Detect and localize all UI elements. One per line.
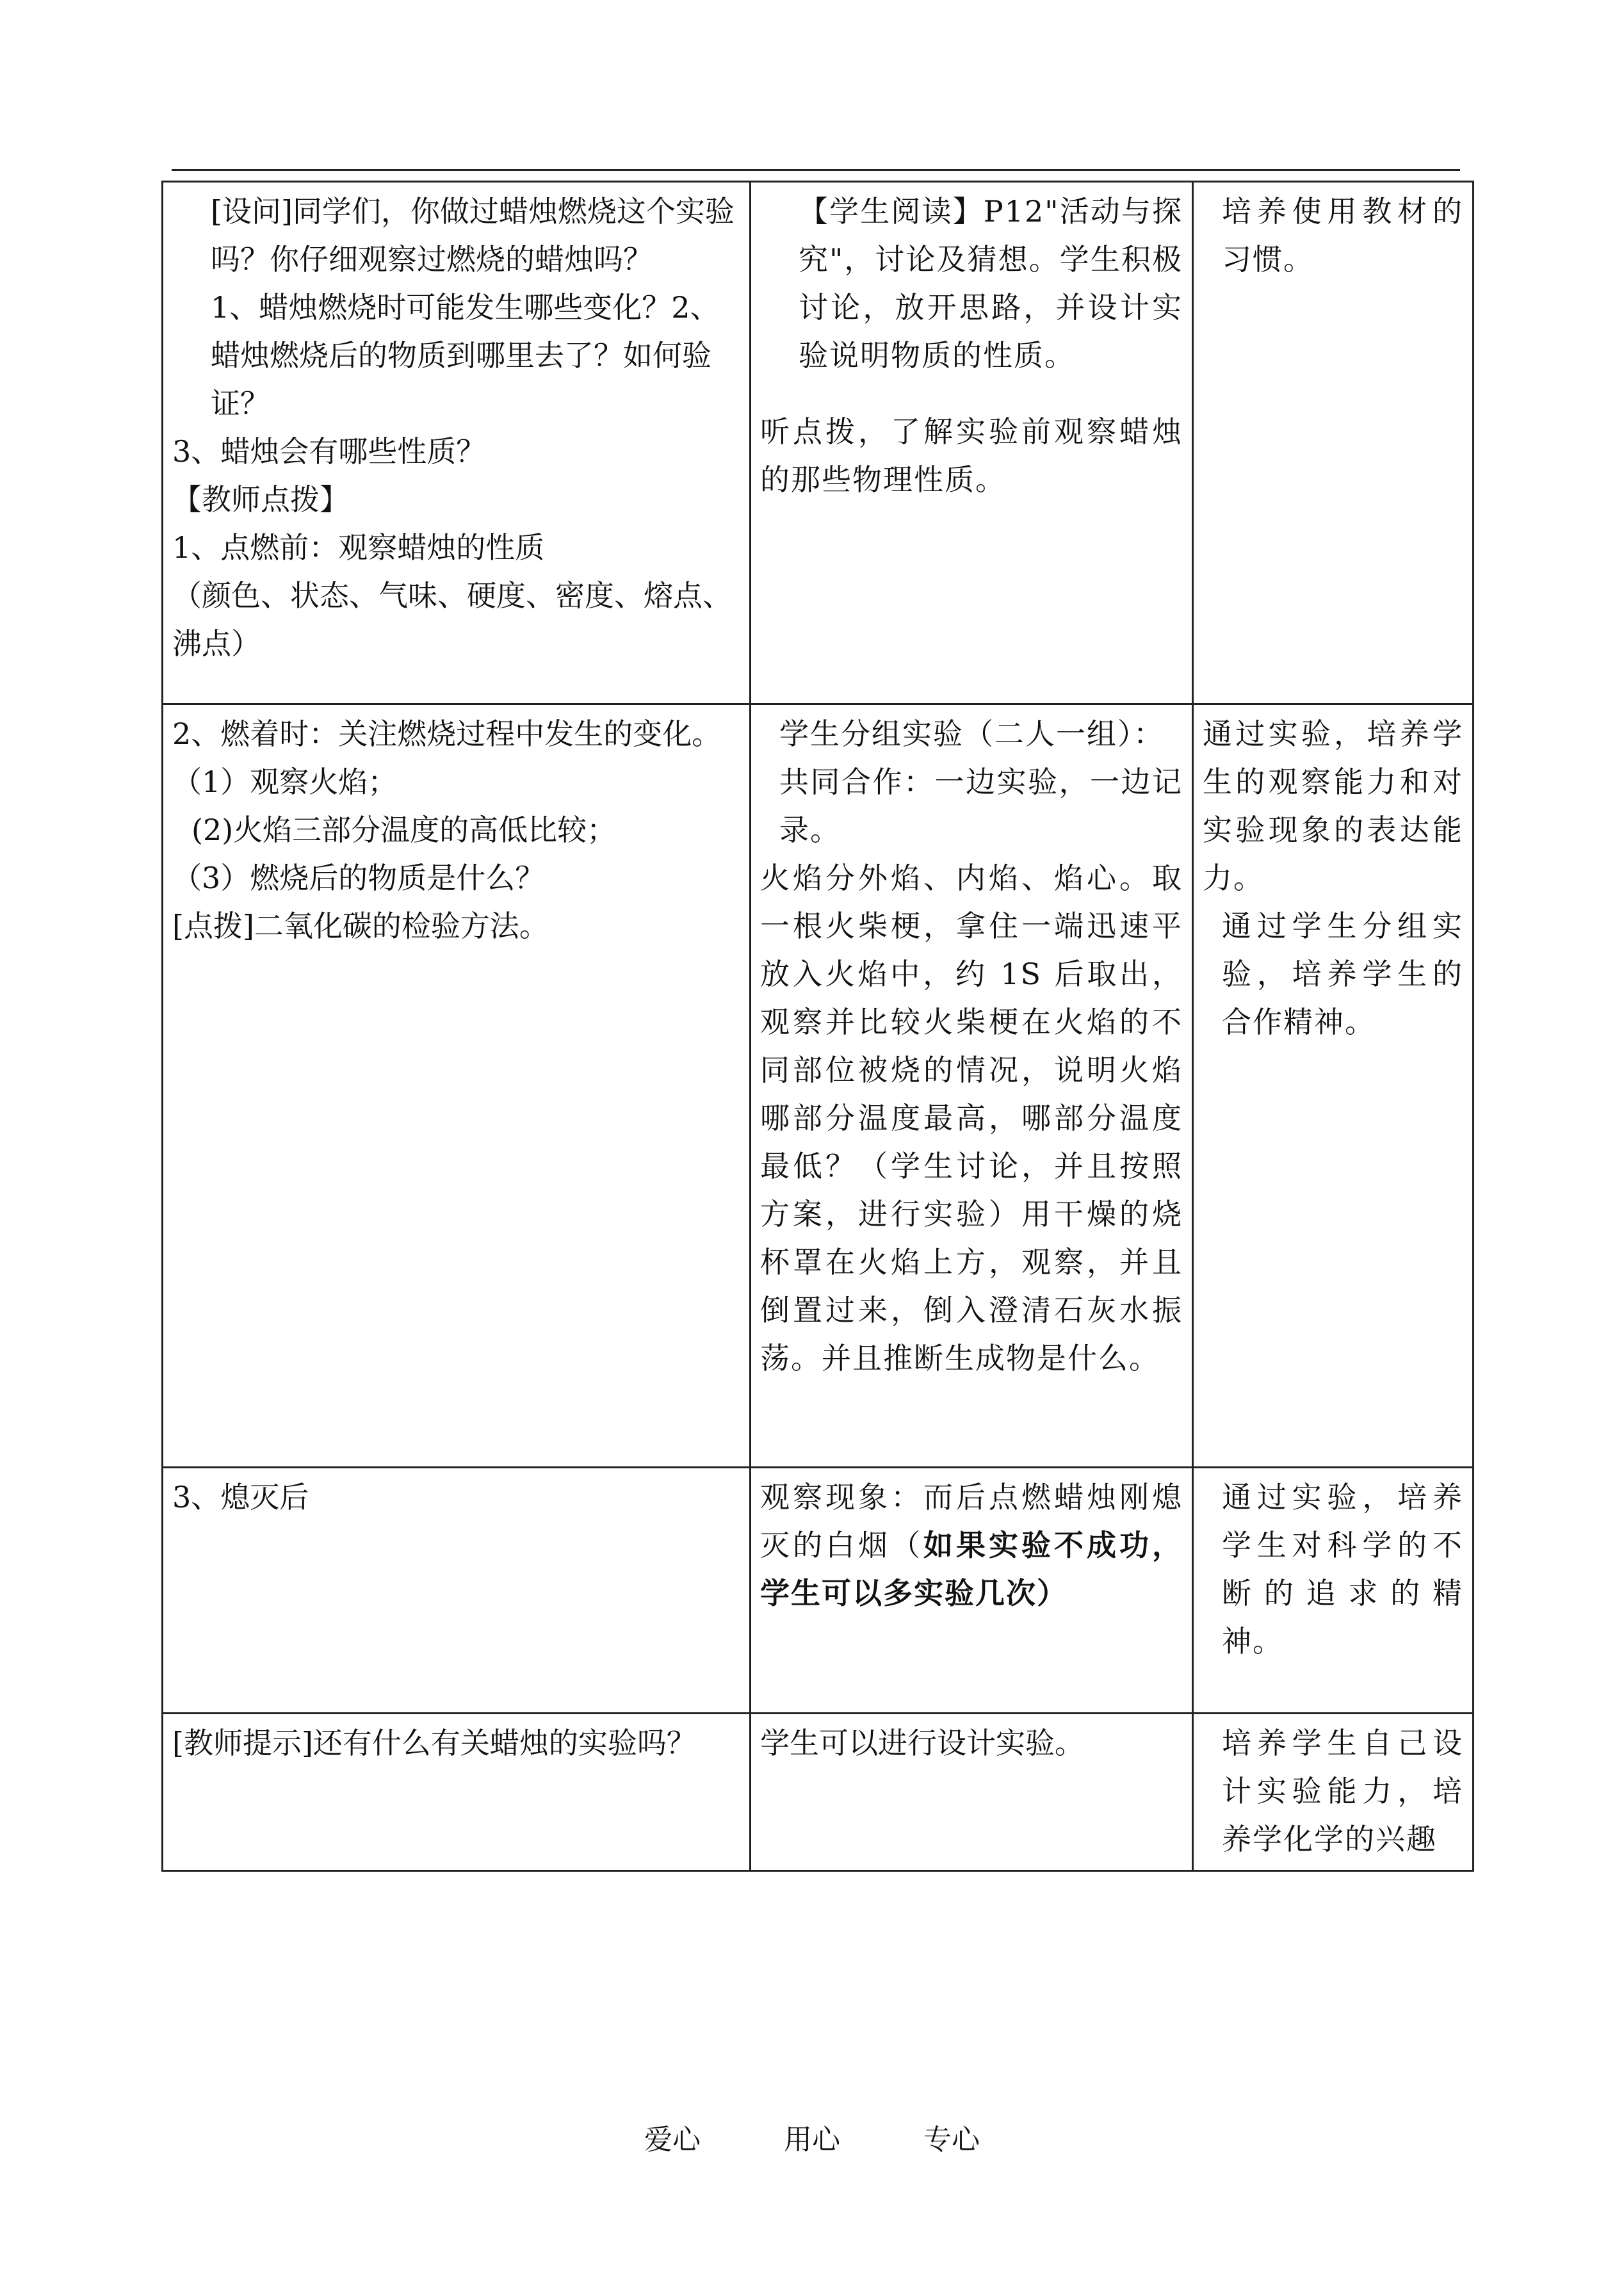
student-activity: 共同合作：一边实验，一边记录。 [779,765,1183,847]
student-activity-bold: 如果实验不成功，学生可以多实验几次） [760,1528,1183,1610]
purpose-text: 通过学生分组实验，培养学生的合作精神。 [1222,909,1463,1039]
header-rule [172,169,1460,171]
teacher-step: 1、点燃前：观察蜡烛的性质 [172,530,545,565]
teacher-step: 3、熄灭后 [172,1480,309,1514]
purpose-text: 培养学生自己设计实验能力，培养学化学的兴趣 [1222,1726,1463,1856]
purpose-cell [1193,1468,1474,1714]
student-activity-cell [751,704,1193,1468]
footer-text-left: 爱心 [644,2123,701,2156]
lesson-plan-table [161,181,1474,1872]
table-row [163,182,1474,704]
page-footer [0,2116,1624,2157]
student-activity: 火焰分外焰、内焰、焰心。取一根火柴梗，拿住一端迅速平放入火焰中，约 1S 后取出，观察并比较火柴梗在火焰的不同部位被烧的情况，说明火焰哪部分温度最高，哪部分温度最低？（学生讨论，并且按照方案，进行实验）用干燥的烧杯罩在火焰上方，观察，并且倒置过来，倒入澄清石灰水振 荡。并且推断生成物是什么。 [760,861,1183,1375]
student-activity-plain: 观察现象：而后点燃蜡烛刚熄灭的白烟（ [760,1480,1183,1562]
student-activity-cell [751,1714,1193,1871]
teacher-hint: [教师提示]还有什么有关蜡烛的实验吗？ [172,1726,696,1760]
purpose-cell [1193,704,1474,1468]
purpose-cell [1193,182,1474,704]
footer-text-right: 专心 [923,2123,980,2156]
purpose-text: 通过实验，培养学生对科学的不断的追求的精神。 [1222,1480,1463,1658]
student-activity: 学生分组实验（二人一组）： [779,717,1164,751]
student-activity [760,1473,1183,1618]
purpose-text: 培养使用教材的习惯。 [1222,194,1463,277]
student-activity-cell [751,182,1193,704]
student-activity: 学生可以进行设计实验。 [760,1726,1084,1760]
table-row [163,704,1474,1468]
purpose-cell [1193,1714,1474,1871]
student-activity: 听点拨，了解实验前观察蜡烛的那些物理性质。 [760,414,1183,497]
purpose-text: 通过实验，培养学生的观察能力和对实验现象的表达能力。 [1203,717,1463,895]
teacher-question: 1、蜡烛燃烧时可能发生哪些变化？2、蜡烛燃烧后的物质到哪里去了？如何验证？ [211,290,720,421]
teacher-activity-cell [163,182,751,704]
teacher-step: （3）燃烧后的物质是什么？ [172,861,545,895]
teacher-step: （1）观察火焰； [172,765,398,799]
teacher-question: [设问]同学们，你做过蜡烛燃烧这个实验吗？你仔细观察过燃烧的蜡烛吗？ [211,194,735,277]
teacher-activity-cell [163,704,751,1468]
student-activity-cell [751,1468,1193,1714]
teacher-activity-cell [163,1714,751,1871]
teacher-step: (2)火焰三部分温度的高低比较； [191,813,617,847]
teacher-step-detail: （颜色、状态、气味、硬度、密度、熔点、沸点） [172,578,732,661]
teacher-hint: [点拨]二氧化碳的检验方法。 [172,909,549,943]
student-activity: 【学生阅读】P12"活动与探究"，讨论及猜想。学生积极讨论，放开思路，并设计实验说明物质的性质。 [799,194,1183,373]
teacher-heading: 【教师点拨】 [172,482,349,517]
teacher-step: 2、燃着时：关注燃烧过程中发生的变化。 [172,717,722,751]
teacher-question: 3、蜡烛会有哪些性质？ [172,434,486,469]
teacher-activity-cell [163,1468,751,1714]
table-row [163,1714,1474,1871]
table-row [163,1468,1474,1714]
footer-text-middle: 用心 [784,2123,840,2156]
